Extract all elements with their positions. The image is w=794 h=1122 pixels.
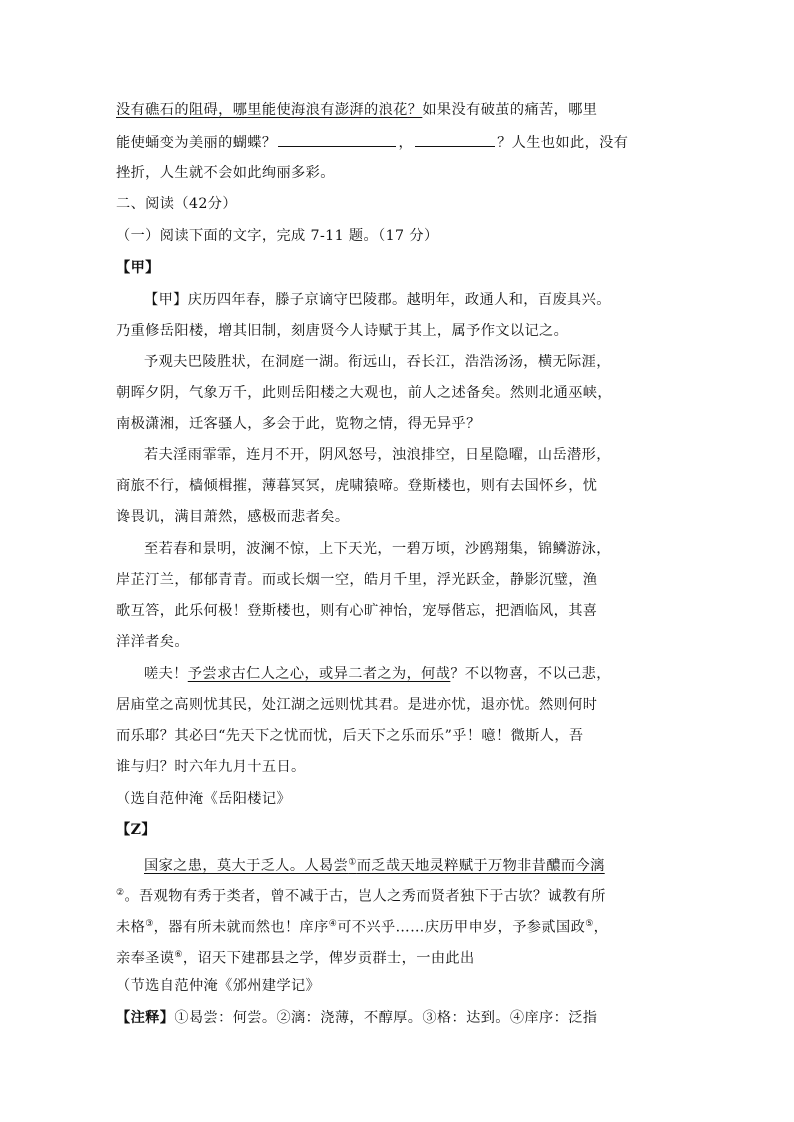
text-span: ， xyxy=(398,135,414,151)
text-span: 嗟夫！ xyxy=(144,666,188,682)
text-span: 如果没有破茧的痛苦，哪里 xyxy=(422,102,598,118)
passage-line: 居庙堂之高则忧其民，处江湖之远则忧其君。是进亦忧，退亦忧。然则何时 xyxy=(116,697,598,713)
passage-line: 谗畏讥，满目萧然，感极而悲者矣。 xyxy=(116,509,350,525)
passage-line: 商旅不行，樯倾楫摧，薄暮冥冥，虎啸猿啼。登斯楼也，则有去国怀乡，忧 xyxy=(116,478,598,494)
passage-line: 谁与归？时六年九月十五日。 xyxy=(116,759,306,775)
annotation-line xyxy=(116,1008,597,1028)
text-span: 而乏哉天地灵粹赋于万物非昔醲而今漓 xyxy=(356,857,605,874)
passage-line: 至若春和景明，波澜不惊，上下天光，一碧万顷，沙鸥翔集，锦鳞游泳， xyxy=(144,541,611,557)
text-span: 能使蛹变为美丽的蝴蝶？ xyxy=(116,135,277,151)
question-instruction: （一）阅读下面的文字，完成 7-11 题。（17 分） xyxy=(116,228,439,244)
passage-line: 歌互答，此乐何极！登斯楼也，则有心旷神怡，宠辱偕忘，把酒临风，其喜 xyxy=(116,603,598,619)
passage-line: 岸芷汀兰，郁郁青青。而或长烟一空，皓月千里，浮光跃金，静影沉璧，渔 xyxy=(116,572,598,588)
answer-blank-2[interactable] xyxy=(415,132,495,147)
text-span: 亲奉圣谟 xyxy=(116,950,175,967)
passage-line: 乃重修岳阳楼，增其旧制，刻唐贤今人诗赋于其上，属予作文以记之。 xyxy=(116,323,569,339)
passage-line: 而乐耶？其必曰“先天下之忧而忧，后天下之乐而乐”乎！噫！微斯人，吾 xyxy=(116,728,584,744)
text-line-1 xyxy=(116,100,597,120)
text-span: ？人生也如此，没有 xyxy=(497,135,629,151)
passage-line: 洋洋者矣。 xyxy=(116,634,189,650)
text-span: ①曷尝：何尝。②漓：浇薄，不醇厚。③格：达到。④庠序：泛指 xyxy=(174,1010,598,1026)
passage-line: 若夫淫雨霏霏，连月不开，阴风怒号，浊浪排空，日星隐曜，山岳潜形， xyxy=(144,447,611,463)
text-line-3: 挫折，人生就不会如此绚丽多彩。 xyxy=(116,165,335,181)
answer-blank-1[interactable] xyxy=(278,132,396,147)
footnote-marker: ① xyxy=(348,857,357,867)
underlined-sentence xyxy=(144,858,605,874)
footnote-marker: ③ xyxy=(145,919,154,929)
underlined-sentence: 予尝求古仁人之心，或异二者之为，何哉 xyxy=(187,666,451,682)
underlined-phrase: 没有礁石的阻碍，哪里能使海浪有澎湃的浪花？ xyxy=(116,102,423,118)
section-heading-reading: 二、阅读（42分） xyxy=(116,196,237,212)
passage-label-jia: 【甲】 xyxy=(116,260,160,276)
passage-line xyxy=(116,914,608,938)
text-span: ， xyxy=(593,919,609,936)
passage-label-yi: 【Z】 xyxy=(116,822,156,838)
passage-line xyxy=(116,945,475,969)
footnote-marker: ⑤ xyxy=(585,919,594,929)
source-citation: （选自范仲淹《岳阳楼记》 xyxy=(116,791,292,807)
text-span: 。吾观物有秀于类者，曾不减于古，岂人之秀而贤者独下于古欤？诚教有所 xyxy=(124,888,606,905)
text-span: ，诏天下建郡县之学，俾岁贡群士，一由此出 xyxy=(182,950,475,967)
text-span: 可不兴乎……庆历甲申岁，予参贰国政 xyxy=(337,919,586,936)
passage-line xyxy=(144,664,611,684)
text-span: 国家之患，莫大于乏人。人曷尝 xyxy=(144,857,349,874)
footnote-marker: ⑥ xyxy=(174,950,183,960)
text-span: ，器有所未就而然也！庠序 xyxy=(153,919,329,936)
text-line-2 xyxy=(116,132,628,153)
annotation-label: 【注释】 xyxy=(116,1010,175,1026)
passage-line: 予观夫巴陵胜状，在洞庭一湖。衔远山，吞长江，浩浩汤汤，横无际涯， xyxy=(144,354,611,370)
passage-line xyxy=(144,852,605,876)
source-citation: （节选自范仲淹《邠州建学记》 xyxy=(116,978,321,994)
footnote-marker: ④ xyxy=(328,919,338,929)
passage-line: 【甲】庆历四年春，滕子京谪守巴陵郡。越明年，政通人和，百废具兴。 xyxy=(144,292,611,308)
text-span: ？不以物喜，不以己悲， xyxy=(450,666,611,682)
passage-line: 朝晖夕阴，气象万千，此则岳阳楼之大观也，前人之述备矣。然则北通巫峡， xyxy=(116,385,612,401)
footnote-marker: ② xyxy=(116,888,125,898)
text-span: 未格 xyxy=(116,919,146,936)
passage-line: 南极潇湘，迁客骚人，多会于此，览物之情，得无异乎？ xyxy=(116,416,481,432)
passage-line xyxy=(116,883,606,907)
